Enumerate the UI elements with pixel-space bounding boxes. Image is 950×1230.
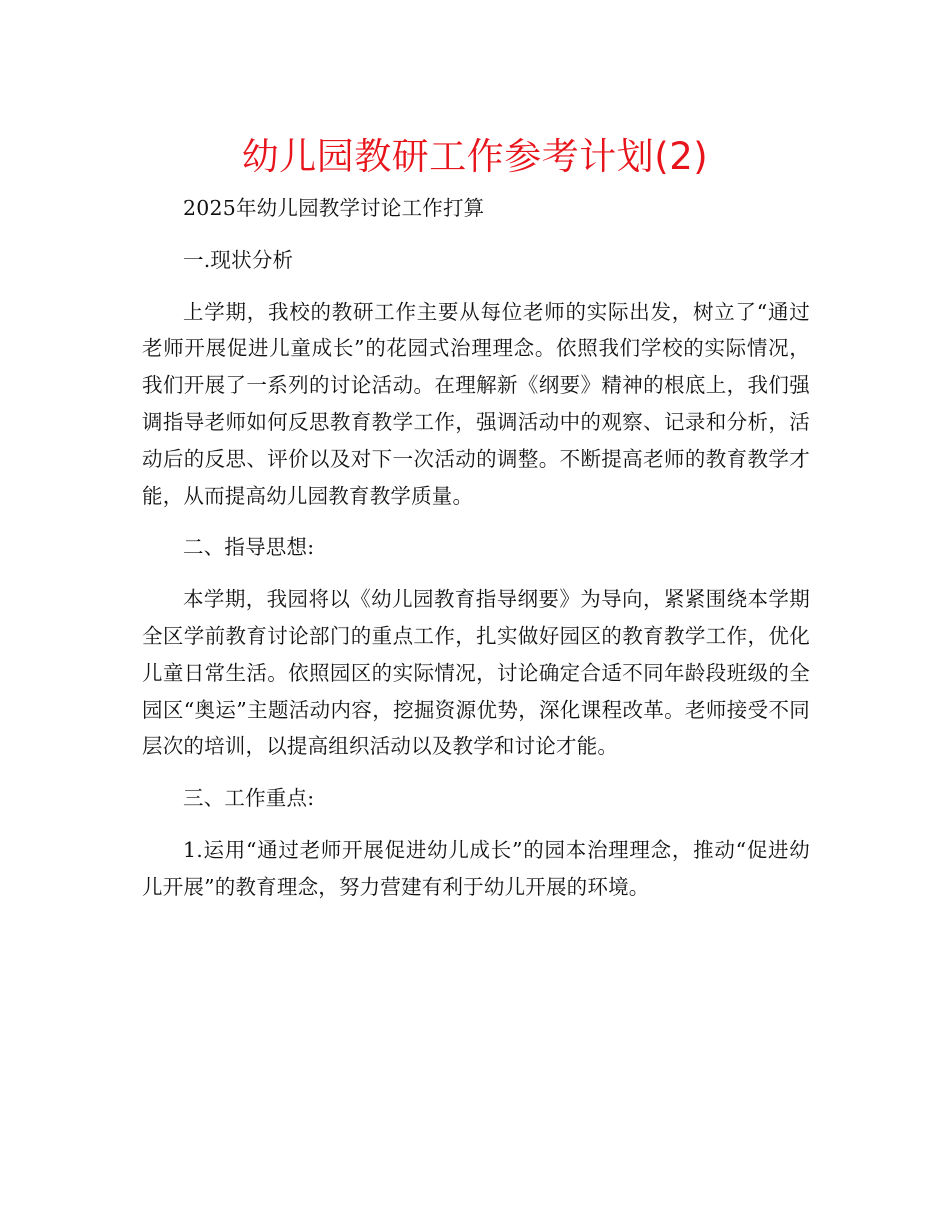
section-heading-guiding: 二、指导思想: bbox=[183, 535, 315, 560]
section-heading-status: 一.现状分析 bbox=[183, 247, 294, 272]
section-heading-focus: 三、工作重点: bbox=[183, 786, 315, 811]
plan-subtitle: 2025年幼儿园教学讨论工作打算 bbox=[183, 196, 485, 220]
paragraph-focus-1: 1.运用“通过老师开展促进幼儿成长”的园本治理理念，推动“促进幼儿开展”的教育理念，努力营建有利于幼儿开展的环境。 bbox=[142, 837, 810, 899]
document-title: 幼儿园教研工作参考计划(2) bbox=[241, 135, 709, 178]
paragraph-status: 上学期，我校的教研工作主要从每位老师的实际出发，树立了“通过老师开展促进儿童成长”的花园式治理理念。依照我们学校的实际情况，我们开展了一系列的讨论活动。在理解新《纲要》精神的根底上，我们强调指导老师如何反思教育教学工作，强调活动中的观察、记录和分析，活动后的反思、评价以及对下一次活动的调整。不断提高老师的教育教学才能，从而提高幼儿园教育教学质量。 bbox=[142, 299, 810, 508]
paragraph-guiding: 本学期，我园将以《幼儿园教育指导纲要》为导向，紧紧围绕本学期全区学前教育讨论部门的重点工作，扎实做好园区的教育教学工作，优化儿童日常生活。依照园区的实际情况，讨论确定合适不同年龄段班级的全园区“奥运”主题活动内容，挖掘资源优势，深化课程改革。老师接受不同层次的培训，以提高组织活动以及教学和讨论才能。 bbox=[142, 587, 810, 759]
document-body bbox=[142, 190, 810, 921]
